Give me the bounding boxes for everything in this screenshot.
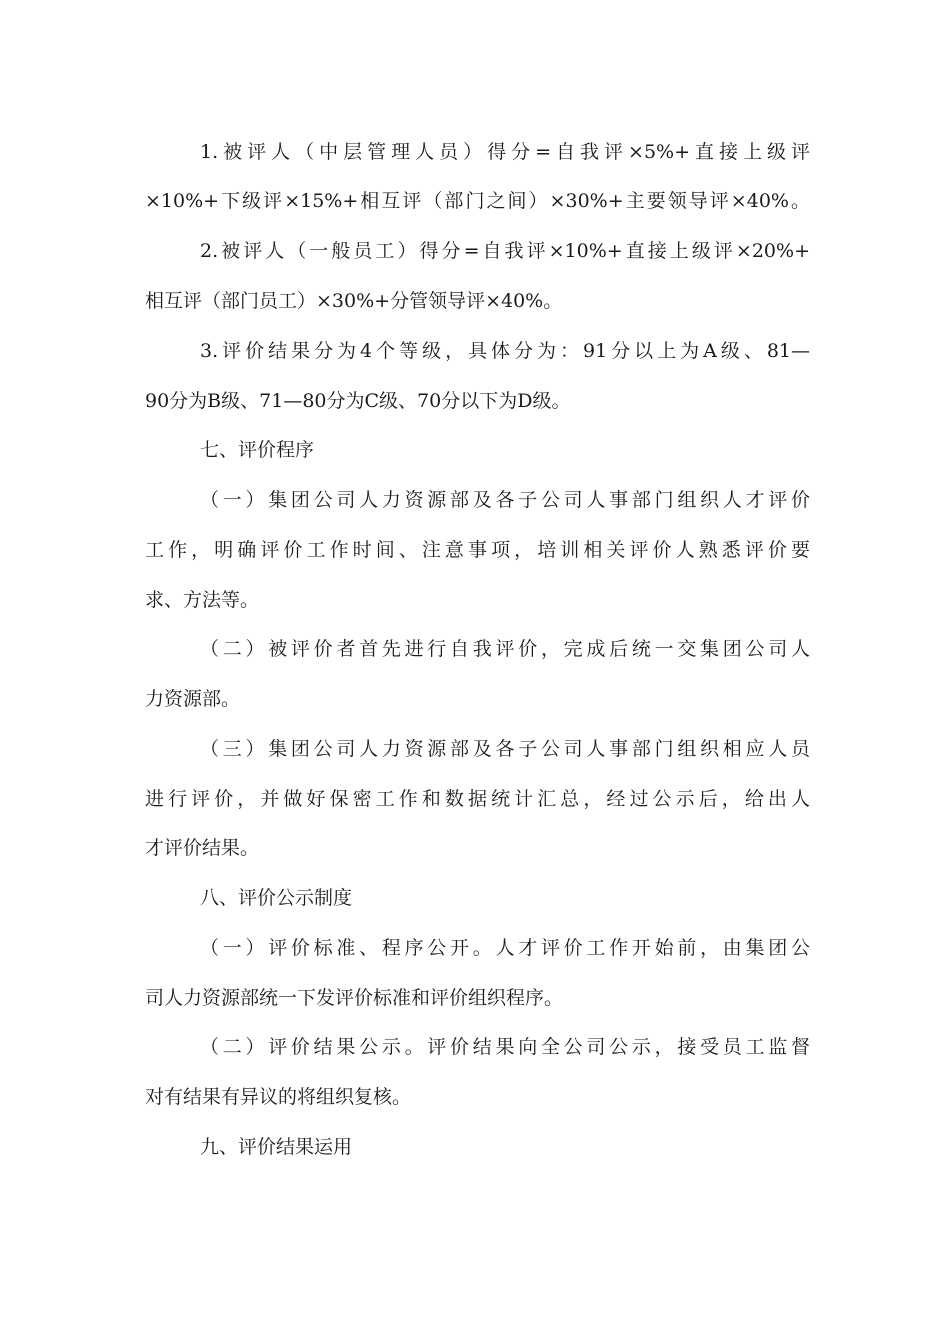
paragraph-line: 才评价结果。	[145, 837, 260, 859]
paragraph-line: （二）被评价者首先进行自我评价，完成后统一交集团公司人	[200, 638, 810, 660]
paragraph-line: （二）评价结果公示。评价结果向全公司公示，接受员工监督	[200, 1036, 810, 1058]
paragraph-line: 求、方法等。	[145, 589, 260, 611]
paragraph-line: 对有结果有异议的将组织复核。	[145, 1086, 412, 1108]
section-heading: 七、评价程序	[200, 439, 315, 461]
paragraph-line: 力资源部。	[145, 688, 241, 710]
paragraph-line: 2.被评人（一般员工）得分=自我评×10%+直接上级评×20%+	[200, 240, 810, 262]
paragraph-line: 司人力资源部统一下发评价标准和评价组织程序。	[145, 987, 564, 1009]
section-heading: 九、评价结果运用	[200, 1136, 353, 1158]
paragraph-line: 1.被评人（中层管理人员）得分=自我评×5%+直接上级评	[200, 141, 810, 163]
paragraph-line: （一）集团公司人力资源部及各子公司人事部门组织人才评价	[200, 489, 810, 511]
paragraph-line: 相互评（部门员工）×30%+分管领导评×40%。	[145, 290, 563, 312]
paragraph-line: 进行评价，并做好保密工作和数据统计汇总，经过公示后，给出人	[145, 788, 810, 810]
section-heading: 八、评价公示制度	[200, 887, 353, 909]
paragraph-line: （一）评价标准、程序公开。人才评价工作开始前，由集团公	[200, 937, 810, 959]
paragraph-line: 工作，明确评价工作时间、注意事项，培训相关评价人熟悉评价要	[145, 539, 810, 561]
paragraph-line: （三）集团公司人力资源部及各子公司人事部门组织相应人员	[200, 738, 810, 760]
paragraph-line: 3.评价结果分为4个等级，具体分为：91分以上为A级、81—	[200, 340, 810, 362]
paragraph-line: ×10%+下级评×15%+相互评（部门之间）×30%+主要领导评×40%。	[145, 190, 810, 212]
paragraph-line: 90分为B级、71—80分为C级、70分以下为D级。	[145, 390, 571, 412]
